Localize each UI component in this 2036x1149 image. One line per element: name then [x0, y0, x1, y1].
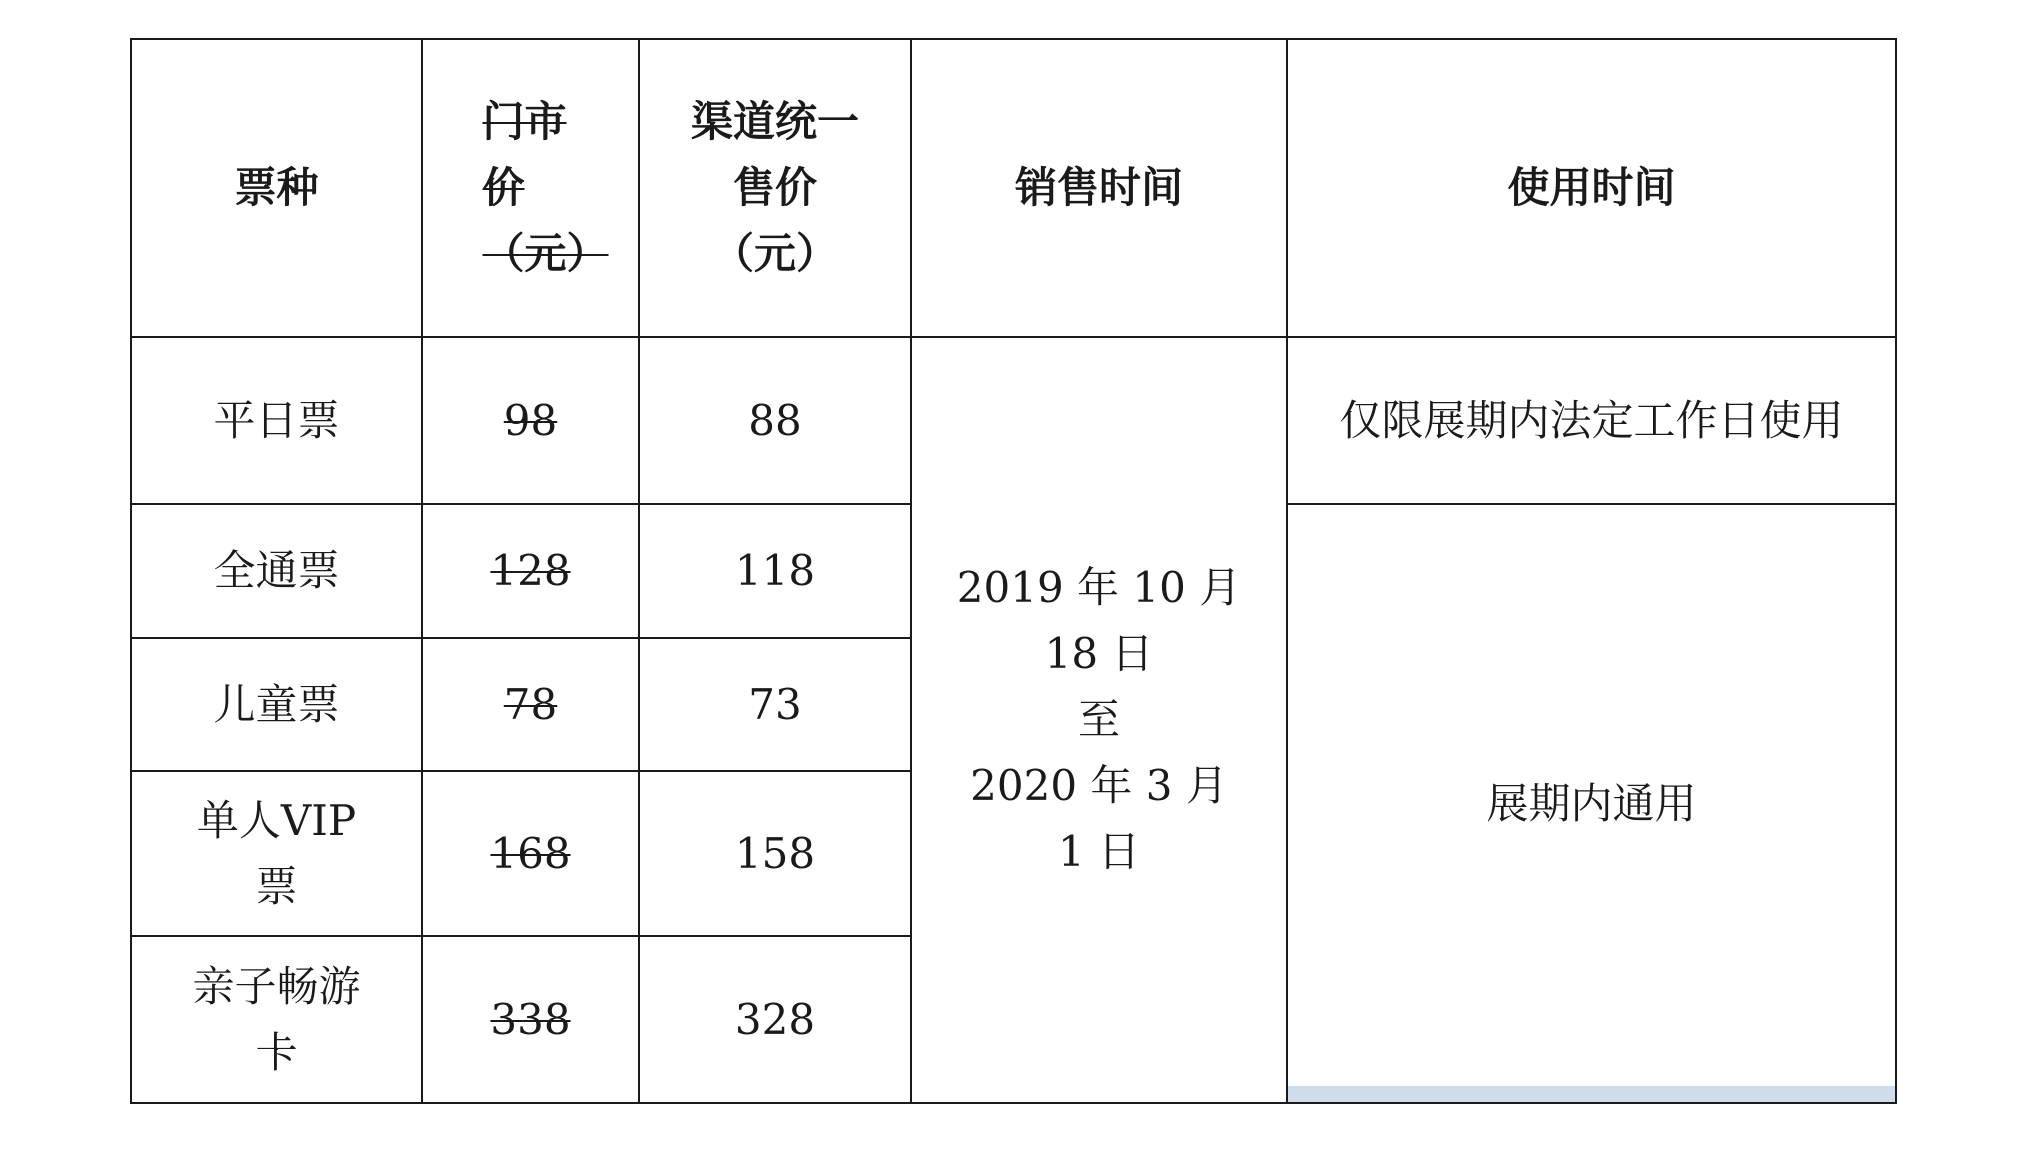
door-price-text: 78 [503, 679, 558, 729]
sale-period-end: 2020 年 3 月 1 日 [970, 761, 1228, 876]
table-row [131, 337, 1896, 504]
door-price-cell [422, 771, 639, 936]
channel-price-cell: 328 [639, 936, 911, 1103]
cell-highlight-bar [1288, 1086, 1895, 1102]
door-price-text: 338 [490, 994, 571, 1044]
door-price-text: 128 [490, 546, 571, 595]
channel-price-cell: 73 [639, 638, 911, 771]
door-price-cell [422, 638, 639, 771]
ticket-type-cell [131, 504, 422, 638]
channel-price-cell: 88 [639, 337, 911, 504]
door-price-cell [422, 936, 639, 1103]
header-door-price-text: 门市价（元） [482, 97, 609, 278]
channel-price-cell: 158 [639, 771, 911, 936]
header-sale-time: 销售时间 [911, 39, 1287, 337]
sale-period-start: 2019 年 10 月 18 日 [956, 563, 1242, 678]
ticket-type-cell [131, 936, 422, 1103]
ticket-type-text: 全通票 [213, 546, 340, 595]
use-rule-weekday-text: 仅限展期内法定工作日使用 [1339, 395, 1844, 445]
sale-period-separator: 至 [1077, 695, 1120, 744]
door-price-text: 168 [490, 828, 571, 878]
ticket-price-table [130, 38, 1897, 1104]
ticket-type-text: 单人VIP票 [196, 795, 357, 911]
ticket-type-cell [131, 771, 422, 936]
header-ticket-type: 票种 [131, 39, 422, 337]
header-channel-price-text: 渠道统一售价（元） [690, 97, 859, 278]
ticket-type-text: 儿童票 [213, 679, 340, 729]
door-price-cell [422, 337, 639, 504]
ticket-type-text: 平日票 [213, 395, 340, 445]
ticket-type-cell [131, 638, 422, 771]
door-price-cell [422, 504, 639, 638]
sale-period-cell [911, 337, 1287, 1103]
ticket-type-text: 亲子畅游卡 [192, 961, 361, 1077]
header-door-price [422, 39, 639, 337]
door-price-text: 98 [503, 395, 558, 445]
header-use-time: 使用时间 [1287, 39, 1896, 337]
use-rule-weekday-cell [1287, 337, 1896, 504]
use-rule-general-text: 展期内通用 [1486, 778, 1697, 828]
header-channel-price [639, 39, 911, 337]
table-header-row [131, 39, 1896, 337]
channel-price-cell: 118 [639, 504, 911, 638]
use-rule-general-cell [1287, 504, 1896, 1103]
ticket-type-cell [131, 337, 422, 504]
